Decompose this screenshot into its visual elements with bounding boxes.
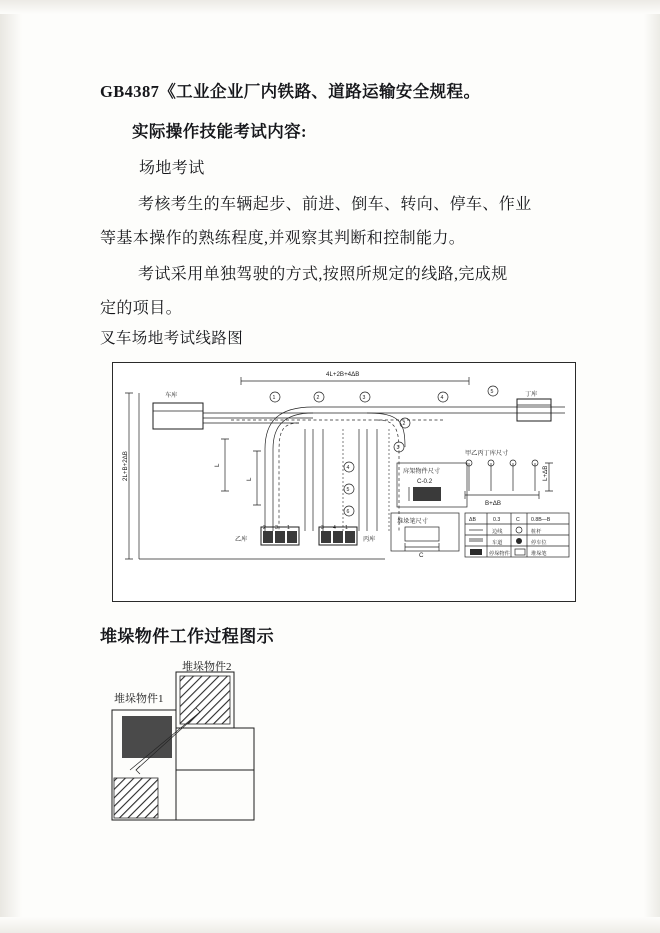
- svg-text:2: 2: [316, 395, 320, 401]
- forklift-course-diagram: [112, 362, 576, 602]
- paragraph-one: [100, 188, 580, 256]
- svg-text:C: C: [516, 517, 520, 523]
- stack-item-2-label: 堆垛物件2: [182, 661, 232, 673]
- stack-block-hatched-bottom: [114, 778, 158, 818]
- ding-ku-label: 丁库: [525, 391, 538, 398]
- svg-text:边线: 边线: [492, 529, 503, 535]
- svg-text:停车位: 停车位: [531, 540, 547, 546]
- svg-text:3: 3: [362, 395, 366, 401]
- svg-text:6: 6: [346, 509, 350, 515]
- figure-one-caption: 叉车场地考试线路图: [100, 330, 244, 347]
- ku-size-value: B+ΔB: [485, 500, 502, 507]
- bing-ku-stacks: [319, 525, 357, 545]
- bing-ku-label: 丙库: [363, 536, 376, 543]
- top-dimension-label: 4L+2B+4ΔB: [326, 371, 360, 378]
- svg-text:1: 1: [272, 395, 276, 401]
- ku-size-inset: [465, 449, 553, 507]
- yi-ku-label: 乙库: [235, 536, 248, 543]
- course-marks: [270, 386, 498, 516]
- svg-text:4: 4: [440, 395, 444, 401]
- svg-text:车道: 车道: [492, 540, 503, 546]
- stacking-process-diagram: [100, 650, 360, 835]
- svg-text:L: L: [214, 463, 221, 467]
- figure-two-caption: 堆垛物件工作过程图示: [100, 627, 274, 646]
- stack-size-value: C-0.2: [417, 478, 433, 485]
- paragraph-two-line-2: 定的项目。: [100, 300, 183, 317]
- yi-ku-stacks: [261, 525, 299, 545]
- svg-text:3: 3: [321, 525, 324, 531]
- svg-text:5: 5: [346, 487, 350, 493]
- svg-text:0.3: 0.3: [493, 517, 501, 523]
- svg-text:1: 1: [345, 525, 348, 531]
- paragraph-one-line-2: 等基本操作的熟练程度,并观察其判断和控制能力。: [100, 230, 466, 247]
- svg-text:2: 2: [263, 525, 266, 531]
- stack-size-inset: [397, 463, 467, 507]
- ku-size-title: 甲乙丙丁库尺寸: [465, 450, 509, 457]
- svg-text:1: 1: [287, 525, 290, 531]
- svg-text:2: 2: [402, 421, 406, 427]
- svg-text:0.8B—B: 0.8B—B: [531, 517, 551, 523]
- svg-text:5: 5: [490, 389, 494, 395]
- legend-table: [465, 513, 569, 557]
- svg-text:桩杆: 桩杆: [531, 529, 542, 535]
- stack-block-hatched-top: [180, 676, 230, 724]
- svg-text:L: L: [246, 477, 253, 481]
- svg-text:停垛物件: 停垛物件: [489, 551, 510, 557]
- svg-text:4: 4: [333, 525, 336, 531]
- stack-item-1-label: 堆垛物件1: [114, 693, 164, 705]
- subsection-title: 场地考试: [139, 160, 205, 177]
- svg-text:3: 3: [275, 525, 278, 531]
- svg-text:堆垛笔: 堆垛笔: [531, 551, 547, 557]
- left-dimension-label: 2L+B+2ΔB: [122, 451, 129, 481]
- stack-size-title: 戽架物件尺寸: [403, 468, 441, 475]
- paragraph-one-line-1: 考核考生的车辆起步、前进、倒车、转向、停车、作业: [138, 196, 532, 213]
- pile-pen-inset: [391, 513, 459, 559]
- pile-pen-title: 堆垛笔尺寸: [397, 518, 428, 525]
- ku-size-value-2: L+ΔB: [542, 465, 549, 481]
- standard-reference-heading: GB4387《工业企业厂内铁路、道路运输安全规程。: [100, 82, 481, 101]
- svg-text:3: 3: [396, 445, 400, 451]
- svg-text:4: 4: [346, 465, 350, 471]
- svg-text:ΔB: ΔB: [469, 517, 476, 523]
- paragraph-two-line-1: 考试采用单独驾驶的方式,按照所规定的线路,完成规: [138, 266, 508, 283]
- section-title: 实际操作技能考试内容:: [132, 122, 307, 141]
- paragraph-two: [100, 258, 580, 326]
- pile-pen-value: C: [419, 552, 424, 559]
- garage-label: 车库: [165, 392, 178, 399]
- stack-block-dark: [122, 716, 172, 758]
